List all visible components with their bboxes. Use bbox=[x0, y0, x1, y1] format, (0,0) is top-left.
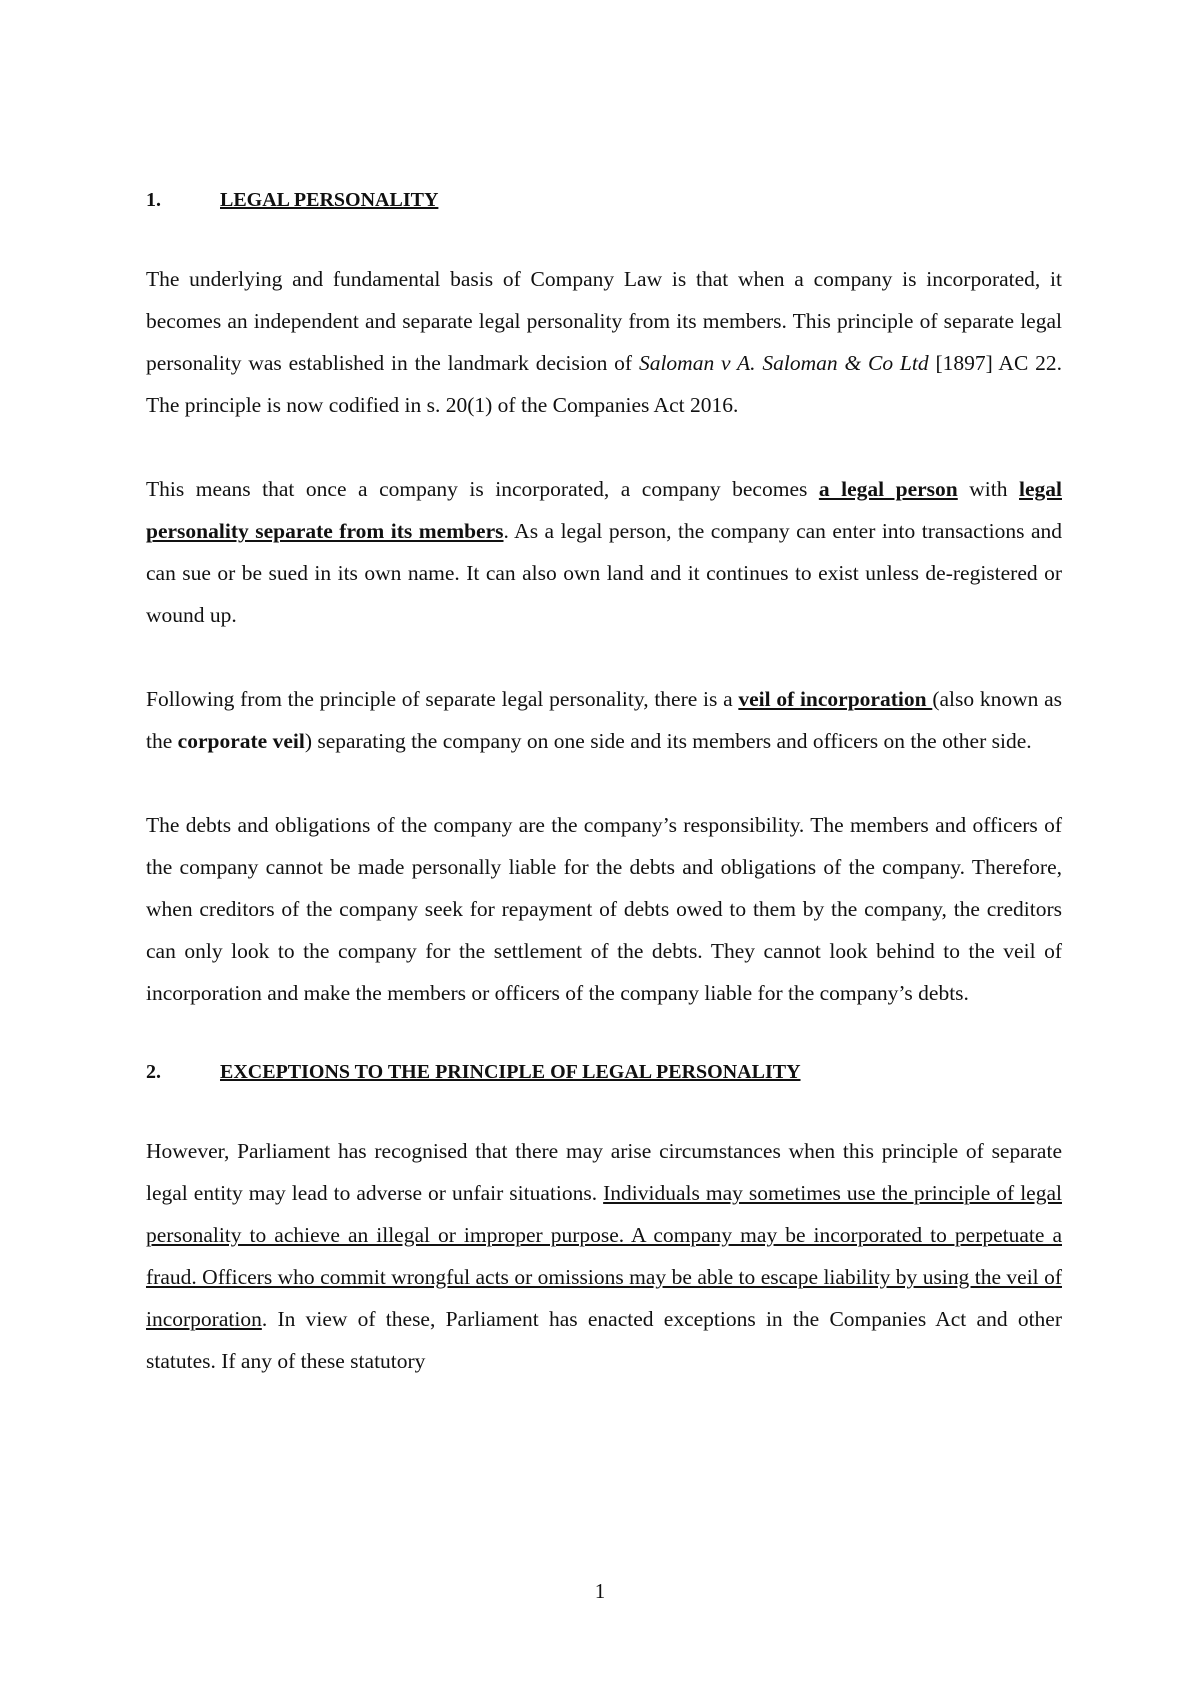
page-number: 1 bbox=[594, 1579, 606, 1603]
paragraph-text: Following from the principle of separate legal personality, there is a bbox=[146, 687, 739, 711]
case-citation: Saloman v A. Saloman & Co Ltd bbox=[638, 351, 929, 375]
emphasis-veil-of-incorporation: veil of incorporation bbox=[738, 687, 933, 711]
document-page bbox=[146, 186, 1062, 1382]
section-heading-exceptions bbox=[146, 1058, 1062, 1086]
paragraph-text: However, Parliament has recognised that there may arise circumstances when this principle of separate legal entity may lead to adverse or unfair situations. bbox=[146, 1139, 1062, 1205]
paragraph-legal-person bbox=[146, 468, 1062, 636]
paragraph-exceptions-intro bbox=[146, 1130, 1062, 1382]
paragraph-text: . As a legal person, the company can enter into transactions and can sue or be sued in its own name. It can also own land and it continues to exist unless de-registered or wound up. bbox=[146, 519, 1062, 627]
paragraph-basis-of-company-law bbox=[146, 258, 1062, 426]
underlined-passage: Individuals may sometimes use the principle of legal personality to achieve an illegal or improper purpose. A company may be incorporated to perpetuate a fraud. Officers who commit wrongful acts or omissions may be able to escape liability by using the veil of incorporation bbox=[146, 1181, 1062, 1331]
section-title: LEGAL PERSONALITY bbox=[220, 189, 439, 211]
emphasis-corporate-veil: corporate veil bbox=[177, 729, 305, 753]
paragraph-text: with bbox=[957, 477, 1019, 501]
section-number: 1. bbox=[146, 189, 161, 211]
paragraph-text: . In view of these, Parliament has enacted exceptions in the Companies Act and other statutes. If any of these statutory bbox=[146, 1307, 1062, 1373]
paragraph-text: ) separating the company on one side and its members and officers on the other side. bbox=[304, 729, 1032, 753]
paragraph-text: The underlying and fundamental basis of Company Law is that when a company is incorporated, it becomes an independent and separate legal personality from its members. This principle of separate legal personality was established in the landmark decision of bbox=[146, 267, 1062, 375]
paragraph-text: (also known as the bbox=[146, 687, 1062, 753]
section-heading-legal-personality bbox=[146, 186, 1062, 214]
emphasis-separate-personality: legal personality separate from its members bbox=[146, 477, 1062, 543]
section-number: 2. bbox=[146, 1061, 161, 1083]
paragraph-veil-of-incorporation bbox=[146, 678, 1062, 762]
section-title: EXCEPTIONS TO THE PRINCIPLE OF LEGAL PERSONALITY bbox=[220, 1061, 801, 1083]
paragraph-debts-and-obligations: The debts and obligations of the company are the company’s responsibility. The members and officers of the company cannot be made personally liable for the debts and obligations of the company. Therefore, when creditors of the company seek for repayment of debts owed to them by the company, the creditors can only look to the company for the settlement of the debts. They cannot look behind to the veil of incorporation and make the members or officers of the company liable for the company’s debts. bbox=[146, 813, 1062, 1005]
emphasis-legal-person: a legal person bbox=[818, 477, 958, 501]
paragraph-text: This means that once a company is incorporated, a company becomes bbox=[146, 477, 819, 501]
paragraph-text: [1897] AC 22. The principle is now codified in s. 20(1) of the Companies Act 2016. bbox=[146, 351, 1062, 417]
